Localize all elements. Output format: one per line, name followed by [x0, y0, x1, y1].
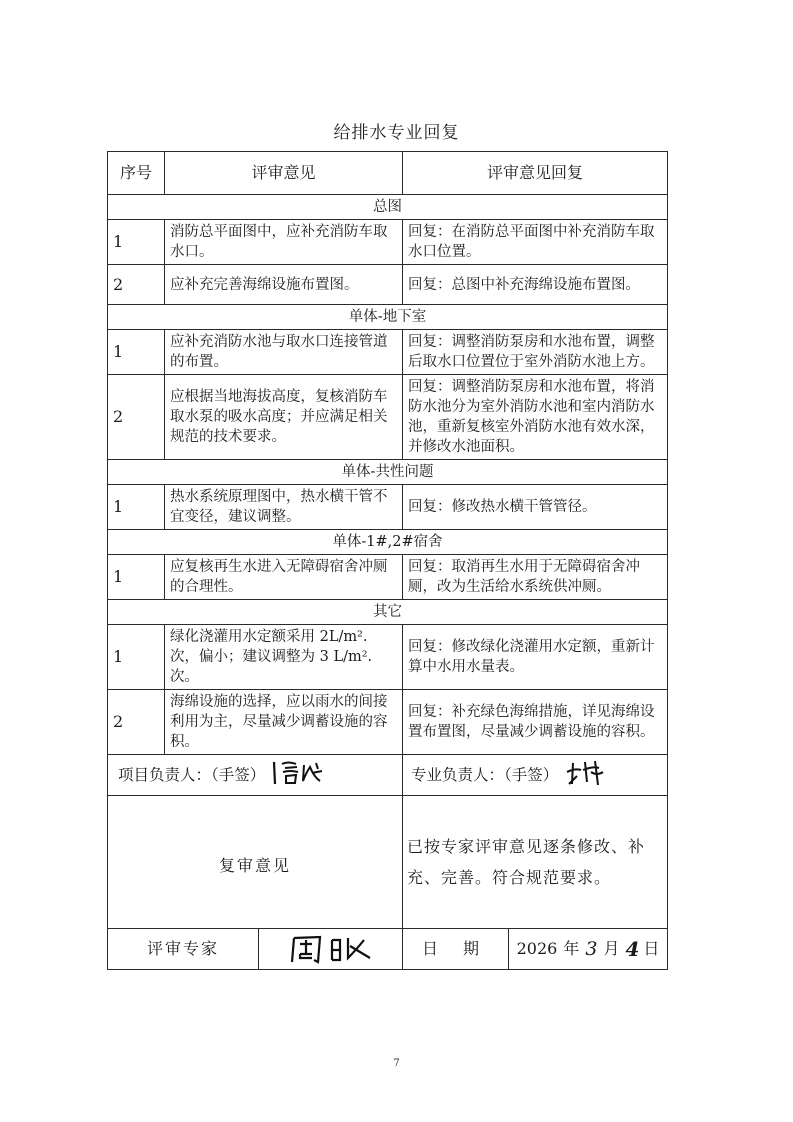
date-month: 3 — [585, 938, 598, 960]
document-title: 给排水专业回复 — [333, 123, 460, 143]
row-no: 1 — [108, 485, 165, 530]
header-reply: 评审意见回复 — [403, 152, 668, 195]
expert-signature-image — [286, 932, 376, 966]
signature-row — [108, 755, 668, 796]
row-no: 1 — [108, 625, 165, 690]
row-reply: 回复：修改热水横干管管径。 — [403, 485, 668, 530]
row-no: 1 — [108, 220, 165, 265]
row-opinion: 应根据当地海拔高度，复核消防车取水泵的吸水高度；并应满足相关规范的技术要求。 — [165, 375, 403, 460]
recheck-row — [108, 796, 668, 929]
expert-signature-cell — [258, 929, 402, 969]
table-row — [108, 690, 668, 755]
section-title-other: 其它 — [108, 600, 668, 625]
discipline-lead-signature-image — [563, 758, 609, 793]
project-lead-label: 项目负责人：（手签） — [118, 765, 266, 784]
table-row — [108, 555, 668, 600]
row-reply: 回复：总图中补充海绵设施布置图。 — [403, 265, 668, 305]
section-title-common: 单体-共性问题 — [108, 460, 668, 485]
header-no: 序号 — [108, 152, 165, 195]
row-opinion: 热水系统原理图中，热水横干管不宜变径，建议调整。 — [165, 485, 403, 530]
row-reply: 回复：修改绿化浇灌用水定额，重新计算中水用水量表。 — [403, 625, 668, 690]
row-opinion: 海绵设施的选择，应以雨水的间接利用为主，尽量减少调蓄设施的容积。 — [165, 690, 403, 755]
date-value — [508, 929, 667, 969]
section-row — [108, 460, 668, 485]
page-number: 7 — [393, 1058, 400, 1069]
date-day-unit: 日 — [643, 939, 660, 958]
row-opinion: 消防总平面图中，应补充消防车取水口。 — [165, 220, 403, 265]
row-opinion: 绿化浇灌用水定额采用 2L/m². 次，偏小；建议调整为 3 L/m². 次。 — [165, 625, 403, 690]
project-lead-signature-image — [270, 759, 332, 792]
row-no: 2 — [108, 375, 165, 460]
row-reply: 回复：调整消防泵房和水池布置，将消防水池分为室外消防水池和室内消防水池，重新复核室外消防水池有效水深，并修改水池面积。 — [403, 375, 668, 460]
table-row — [108, 265, 668, 305]
expert-cell — [108, 929, 403, 970]
row-no: 1 — [108, 330, 165, 375]
date-month-unit: 月 — [603, 939, 620, 958]
section-title-basement: 单体-地下室 — [108, 305, 668, 330]
recheck-label: 复审意见 — [108, 796, 403, 929]
section-title-general: 总图 — [108, 195, 668, 220]
header-opinion: 评审意见 — [165, 152, 403, 195]
date-day: 4 — [625, 937, 640, 961]
table-row — [108, 330, 668, 375]
row-reply: 回复：取消再生水用于无障碍宿舍冲厕，改为生活给水系统供冲厕。 — [403, 555, 668, 600]
section-row — [108, 305, 668, 330]
row-no: 2 — [108, 690, 165, 755]
table-row — [108, 375, 668, 460]
section-row — [108, 600, 668, 625]
date-label: 日 期 — [421, 939, 490, 958]
section-title-dorm: 单体-1#,2#宿舍 — [108, 530, 668, 555]
review-table — [107, 151, 668, 970]
row-reply: 回复：在消防总平面图中补充消防车取水口位置。 — [403, 220, 668, 265]
table-row — [108, 220, 668, 265]
discipline-lead-label: 专业负责人：（手签） — [411, 765, 559, 784]
date-cell — [403, 929, 668, 970]
discipline-lead-cell — [403, 755, 668, 796]
row-reply: 回复：补充绿色海绵措施，详见海绵设置布置图，尽量减少调蓄设施的容积。 — [403, 690, 668, 755]
table-row — [108, 625, 668, 690]
row-opinion: 应复核再生水进入无障碍宿舍冲厕的合理性。 — [165, 555, 403, 600]
table-row — [108, 485, 668, 530]
date-year-unit: 年 — [563, 939, 580, 958]
project-lead-cell — [108, 755, 403, 796]
table-header-row — [108, 152, 668, 195]
row-no: 1 — [108, 555, 165, 600]
expert-row — [108, 929, 668, 970]
row-opinion: 应补充消防水池与取水口连接管道的布置。 — [165, 330, 403, 375]
section-row — [108, 530, 668, 555]
row-opinion: 应补充完善海绵设施布置图。 — [165, 265, 403, 305]
row-no: 2 — [108, 265, 165, 305]
row-reply: 回复：调整消防泵房和水池布置，调整后取水口位置位于室外消防水池上方。 — [403, 330, 668, 375]
section-row — [108, 195, 668, 220]
date-year: 2026 — [516, 939, 558, 958]
recheck-text: 已按专家评审意见逐条修改、补充、完善。符合规范要求。 — [403, 796, 668, 929]
expert-label: 评审专家 — [146, 939, 219, 958]
